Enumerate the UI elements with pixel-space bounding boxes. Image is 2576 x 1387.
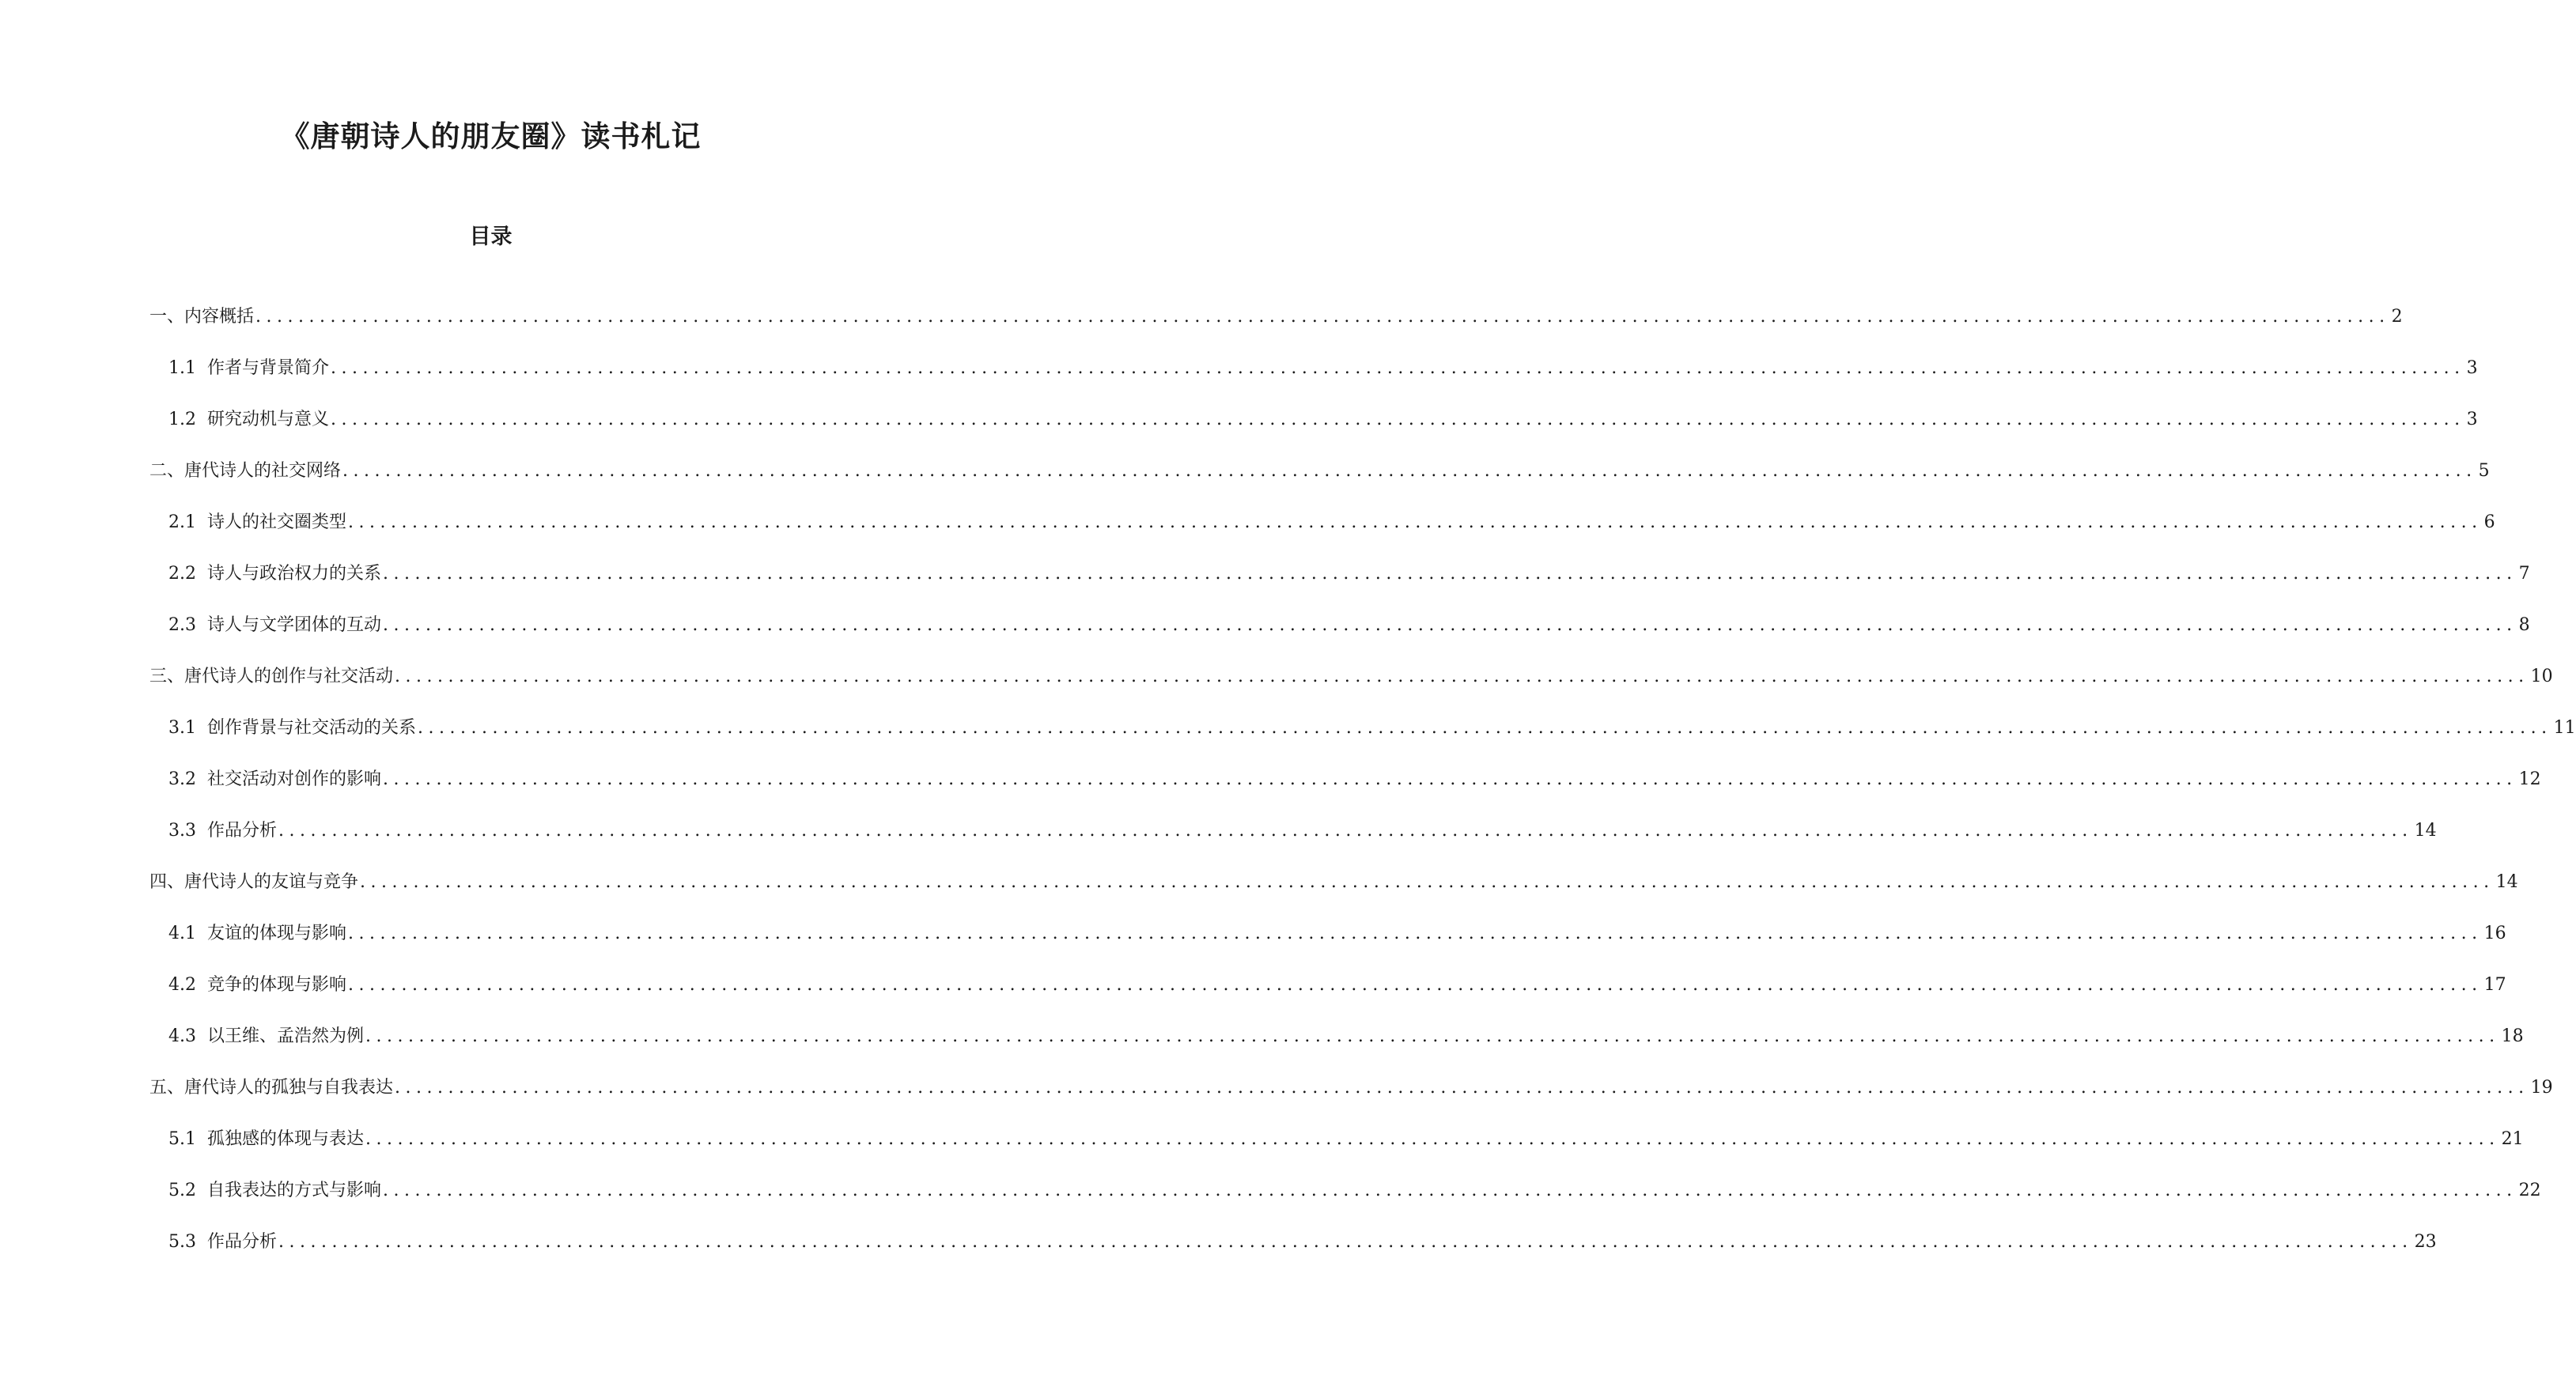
toc-entry-number: 1.1 <box>168 358 196 378</box>
toc-dot-leader: ........................................................................................................................................................................................................ <box>348 512 2483 532</box>
toc-entry-text: 创作背景与社交活动的关系 <box>207 718 417 738</box>
toc-dot-leader: ........................................................................................................................................................................................................ <box>331 410 2465 429</box>
toc-entry-label: 三、唐代诗人的创作与社交活动 <box>149 667 394 686</box>
toc-entry[interactable] <box>0 509 2495 561</box>
toc-entry-label <box>168 406 329 433</box>
toc-entry-text: 作者与背景简介 <box>207 358 330 378</box>
toc-entry[interactable] <box>0 1177 2541 1229</box>
toc-entry-number: 2.3 <box>168 615 196 635</box>
toc-page-number: 14 <box>2495 872 2518 892</box>
toc-entry-text: 友谊的体现与影响 <box>207 924 347 943</box>
toc-entry-number: 4.3 <box>168 1026 196 1046</box>
toc-dot-leader: ........................................................................................................................................................................................................ <box>331 358 2465 378</box>
toc-page-number: 12 <box>2518 769 2541 789</box>
toc-entry[interactable] <box>0 715 2576 766</box>
toc-dot-leader: ........................................................................................................................................................................................................ <box>278 1232 2413 1252</box>
toc-entry-number: 5.1 <box>168 1129 196 1149</box>
toc-dot-leader: ........................................................................................................................................................................................................ <box>360 872 2495 892</box>
toc-page-number: 22 <box>2518 1181 2541 1200</box>
toc-dot-leader: ........................................................................................................................................................................................................ <box>418 718 2552 738</box>
toc-page-number: 3 <box>2466 410 2478 429</box>
toc-dot-leader: ........................................................................................................................................................................................................ <box>255 307 2390 327</box>
toc-entry-text: 诗人与政治权力的关系 <box>207 564 382 584</box>
toc-dot-leader: ........................................................................................................................................................................................................ <box>383 1181 2517 1200</box>
toc-page-number: 3 <box>2466 358 2478 378</box>
toc-entry-label <box>168 561 381 588</box>
toc-entry-label <box>168 509 346 536</box>
toc-entry-number: 3.2 <box>168 769 196 789</box>
toc-entry-label <box>168 766 381 793</box>
toc-entry[interactable] <box>0 612 2530 663</box>
toc-dot-leader: ........................................................................................................................................................................................................ <box>383 564 2517 584</box>
toc-entry-label <box>168 1126 364 1153</box>
toc-dot-leader: ........................................................................................................................................................................................................ <box>365 1026 2500 1046</box>
toc-page-number: 19 <box>2530 1078 2553 1098</box>
toc-entry[interactable] <box>0 920 2506 972</box>
toc-page-number: 23 <box>2414 1232 2437 1252</box>
toc-dot-leader: ........................................................................................................................................................................................................ <box>342 461 2477 481</box>
toc-entry[interactable] <box>0 869 2518 920</box>
toc-entry-number: 5.2 <box>168 1181 196 1200</box>
toc-page-number: 10 <box>2530 667 2553 686</box>
toc-entry[interactable] <box>0 1229 2437 1280</box>
toc-entry-label <box>168 612 381 639</box>
toc-entry-label: 二、唐代诗人的社交网络 <box>149 461 342 481</box>
toc-entry-number: 4.1 <box>168 924 196 943</box>
toc-entry-label: 四、唐代诗人的友谊与竞争 <box>149 872 359 892</box>
toc-entry-text: 自我表达的方式与影响 <box>207 1181 382 1200</box>
toc-dot-leader: ........................................................................................................................................................................................................ <box>383 615 2517 635</box>
toc-entry-text: 竞争的体现与影响 <box>207 975 347 995</box>
toc-entry[interactable] <box>0 972 2506 1023</box>
toc-heading: 目录 <box>469 225 513 249</box>
toc-page-number: 11 <box>2553 718 2576 738</box>
toc-page-number: 6 <box>2483 512 2495 532</box>
toc-entry-number: 2.2 <box>168 564 196 584</box>
toc-entry-label: 一、内容概括 <box>149 307 255 327</box>
toc-entry-label <box>168 715 416 742</box>
toc-entry-text: 作品分析 <box>207 821 278 841</box>
toc-dot-leader: ........................................................................................................................................................................................................ <box>365 1129 2500 1149</box>
toc-entry-label <box>168 1229 277 1256</box>
toc-entry[interactable] <box>0 818 2437 869</box>
toc-dot-leader: ........................................................................................................................................................................................................ <box>395 1078 2529 1098</box>
toc-entry[interactable] <box>0 1023 2524 1075</box>
toc-entry-label <box>168 1023 364 1050</box>
toc-entry[interactable] <box>0 406 2478 458</box>
table-of-contents <box>0 304 2576 1280</box>
toc-entry-number: 1.2 <box>168 410 196 429</box>
toc-entry-text: 诗人的社交圈类型 <box>207 512 347 532</box>
toc-page-number: 17 <box>2483 975 2506 995</box>
toc-page-number: 5 <box>2478 461 2490 481</box>
toc-entry-label: 五、唐代诗人的孤独与自我表达 <box>149 1078 394 1098</box>
toc-entry-number: 2.1 <box>168 512 196 532</box>
toc-entry[interactable] <box>0 458 2490 509</box>
toc-entry-number: 5.3 <box>168 1232 196 1252</box>
toc-page-number: 2 <box>2391 307 2403 327</box>
toc-entry[interactable] <box>0 1075 2553 1126</box>
toc-entry[interactable] <box>0 561 2530 612</box>
toc-entry-text: 以王维、孟浩然为例 <box>207 1026 365 1046</box>
toc-entry-label <box>168 1177 381 1204</box>
toc-page-number: 16 <box>2483 924 2506 943</box>
toc-entry-number: 4.2 <box>168 975 196 995</box>
toc-entry[interactable] <box>0 766 2541 818</box>
toc-page-number: 8 <box>2518 615 2530 635</box>
toc-entry-label <box>168 818 277 845</box>
toc-dot-leader: ........................................................................................................................................................................................................ <box>348 924 2483 943</box>
toc-dot-leader: ........................................................................................................................................................................................................ <box>395 667 2529 686</box>
toc-entry-text: 研究动机与意义 <box>207 410 330 429</box>
toc-entry-label <box>168 920 346 947</box>
toc-dot-leader: ........................................................................................................................................................................................................ <box>348 975 2483 995</box>
toc-entry[interactable] <box>0 304 2403 355</box>
toc-entry-number: 3.1 <box>168 718 196 738</box>
toc-entry-text: 社交活动对创作的影响 <box>207 769 382 789</box>
toc-entry-number: 3.3 <box>168 821 196 841</box>
document-title: 《唐朝诗人的朋友圈》读书札记 <box>280 119 702 153</box>
toc-entry[interactable] <box>0 663 2553 715</box>
toc-entry[interactable] <box>0 1126 2524 1177</box>
toc-dot-leader: ........................................................................................................................................................................................................ <box>383 769 2517 789</box>
toc-page-number: 21 <box>2501 1129 2524 1149</box>
toc-entry-text: 诗人与文学团体的互动 <box>207 615 382 635</box>
toc-page-number: 14 <box>2414 821 2437 841</box>
toc-entry-text: 作品分析 <box>207 1232 278 1252</box>
toc-page-number: 18 <box>2501 1026 2524 1046</box>
toc-entry[interactable] <box>0 355 2478 406</box>
toc-entry-label <box>168 355 329 382</box>
toc-dot-leader: ........................................................................................................................................................................................................ <box>278 821 2413 841</box>
toc-entry-text: 孤独感的体现与表达 <box>207 1129 365 1149</box>
toc-entry-label <box>168 972 346 999</box>
toc-page-number: 7 <box>2518 564 2530 584</box>
